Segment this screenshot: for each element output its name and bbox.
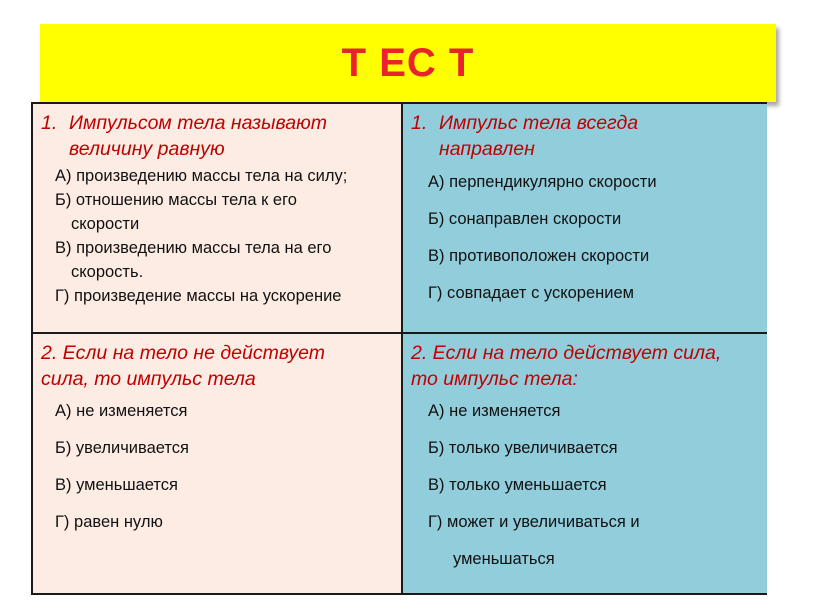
question-2-right-cell — [403, 334, 767, 593]
question-line: 2. Если на тело действует сила, — [411, 342, 722, 364]
answer-option: Б) только увеличивается — [428, 439, 618, 457]
question-number: 1. — [411, 112, 428, 134]
answer-option — [55, 236, 400, 284]
question-line: Импульсом тела называют — [69, 112, 327, 134]
question-line: величину равную — [69, 138, 225, 160]
question-2-left-cell — [33, 334, 403, 593]
answer-option: В) только уменьшается — [428, 476, 607, 494]
answer-option: В) уменьшается — [55, 476, 178, 494]
answer-option: А) не изменяется — [428, 402, 561, 420]
answer-option — [55, 164, 400, 188]
question-1-right-text — [411, 110, 761, 162]
question-line: то импульс тела: — [411, 368, 578, 390]
answer-option: Г) может и увеличиваться и — [428, 513, 640, 531]
answer-option — [55, 284, 400, 308]
answer-option-text: В) произведению массы тела на его — [55, 239, 332, 257]
question-1-left-cell — [33, 104, 403, 334]
answer-option: А) не изменяется — [55, 402, 188, 420]
answer-option-text: Г) произведение массы на ускорение — [55, 287, 342, 305]
question-line: 2. Если на тело не действует — [41, 342, 325, 364]
question-line: сила, то импульс тела — [41, 368, 256, 390]
answer-option: В) противоположен скорости — [428, 247, 650, 265]
title-banner — [40, 24, 776, 102]
question-line: Импульс тела всегда — [439, 112, 639, 134]
answer-option — [55, 188, 400, 236]
test-table — [31, 102, 767, 595]
answer-option-text: А) произведению массы тела на силу; — [55, 167, 348, 185]
question-1-left-text — [41, 110, 396, 162]
question-line: направлен — [439, 138, 535, 160]
answer-option: Б) увеличивается — [55, 439, 189, 457]
page-title: Т ЕС Т — [341, 40, 475, 85]
answer-option-continuation: скорости — [71, 215, 140, 233]
question-number: 1. — [41, 112, 58, 134]
answer-option: Б) сонаправлен скорости — [428, 210, 622, 228]
answer-option: Г) равен нулю — [55, 513, 163, 531]
answer-option-text: Б) отношению массы тела к его — [55, 191, 297, 209]
question-2-right-text — [411, 340, 761, 392]
answer-option-continuation: уменьшаться — [453, 550, 555, 568]
answer-option: Г) совпадает с ускорением — [428, 284, 635, 302]
answer-option-continuation: скорость. — [71, 263, 144, 281]
question-2-left-text — [41, 340, 396, 392]
question-1-right-cell — [403, 104, 767, 334]
answer-option: А) перпендикулярно скорости — [428, 173, 657, 191]
